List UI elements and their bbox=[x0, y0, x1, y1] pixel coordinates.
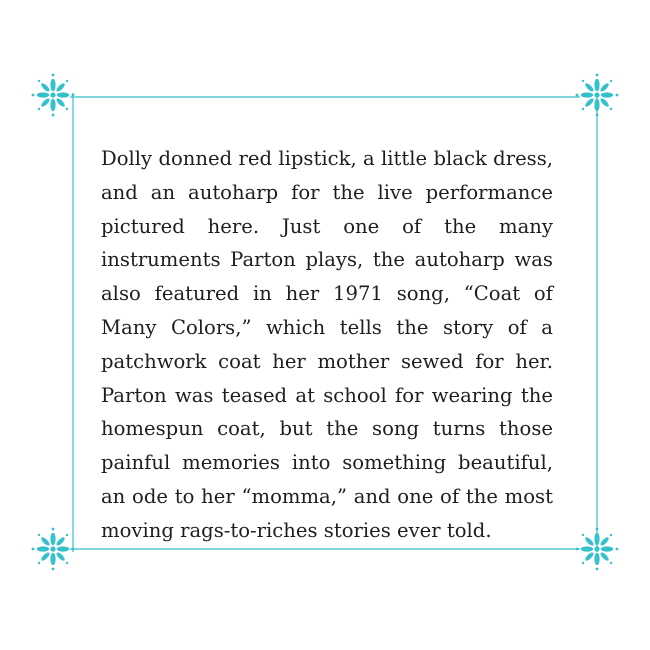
snowflake-burst-icon bbox=[576, 74, 619, 117]
body-text bbox=[101, 142, 553, 548]
snowflake-burst-icon bbox=[576, 528, 619, 571]
body-paragraph: Dolly donned red lipstick, a little black dress, and an autoharp for the live performance pictured here. Just one of the many instruments Parton plays, the autoharp was also featured in her 1971 song, “Coat of Many Colors,” which tells the story of a patchwork coat her mother sewed for her. Parton was teased at school for wearing the homespun coat, but the song turns those painful memories into something beautiful, an ode to her “momma,” and one of the most moving rags-to-riches stories ever told. bbox=[101, 147, 553, 542]
snowflake-burst-icon bbox=[32, 74, 75, 117]
snowflake-burst-icon bbox=[32, 528, 75, 571]
